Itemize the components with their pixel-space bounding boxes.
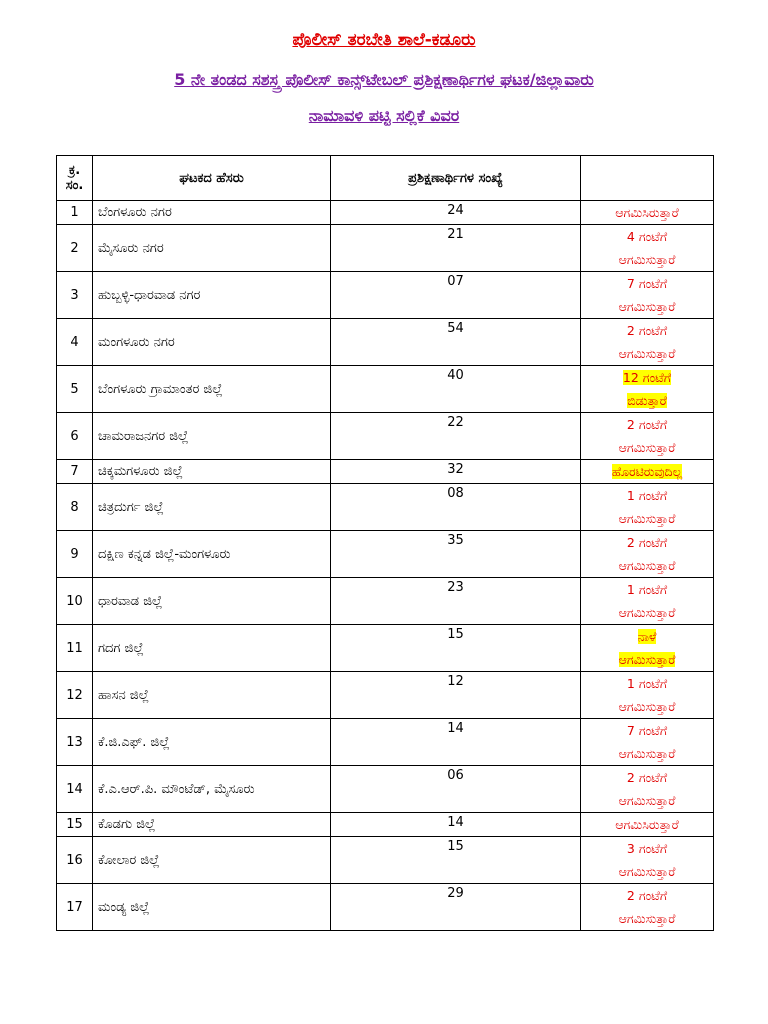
row-serial: 13	[57, 719, 93, 766]
status-text: 4 ಗಂಟೆಗೆ	[626, 229, 668, 244]
unit-list-table	[56, 155, 714, 931]
status-text: 1 ಗಂಟೆಗೆ	[626, 488, 668, 503]
status-text: 7 ಗಂಟೆಗೆ	[626, 723, 668, 738]
row-unit-name: ಚಿಕ್ಕಮಗಳೂರು ಜಿಲ್ಲೆ	[93, 460, 331, 484]
table-row	[57, 884, 714, 931]
document-subtitle-2: ನಾಮಾವಳಿ ಪಟ್ಟಿ ಸಲ್ಲಿಕೆ ವಿವರ	[308, 106, 460, 125]
status-line	[585, 484, 709, 507]
status-line	[585, 578, 709, 601]
row-serial: 9	[57, 531, 93, 578]
status-text: 2 ಗಂಟೆಗೆ	[626, 417, 668, 432]
status-text: ಹೊರಟಿರುವುದಿಲ್ಲ	[611, 464, 683, 479]
row-status	[581, 484, 714, 531]
row-trainee-count: 08	[331, 484, 581, 531]
row-unit-name: ಚಿತ್ರದುರ್ಗ ಜಿಲ್ಲೆ	[93, 484, 331, 531]
row-status	[581, 413, 714, 460]
status-text: 1 ಗಂಟೆಗೆ	[626, 582, 668, 597]
row-trainee-count: 24	[331, 201, 581, 225]
row-status	[581, 201, 714, 225]
status-line	[585, 789, 709, 812]
status-text: ನಾಳೆ	[637, 629, 657, 644]
status-text: ಆಗಮಿಸುತ್ತಾರೆ	[618, 605, 676, 620]
row-serial: 7	[57, 460, 93, 484]
row-status	[581, 766, 714, 813]
status-line	[585, 860, 709, 883]
table-row	[57, 766, 714, 813]
status-line	[585, 601, 709, 624]
table-row	[57, 413, 714, 460]
table-row	[57, 319, 714, 366]
status-text: ಆಗಮಿಸಿರುತ್ತಾರೆ	[615, 205, 679, 220]
status-text: ಆಗಮಿಸುತ್ತಾರೆ	[618, 793, 676, 808]
row-trainee-count: 21	[331, 225, 581, 272]
row-status	[581, 578, 714, 625]
status-line	[585, 554, 709, 577]
status-line	[585, 272, 709, 295]
status-line	[585, 672, 709, 695]
row-trainee-count: 07	[331, 272, 581, 319]
row-serial: 16	[57, 837, 93, 884]
row-unit-name: ಚಾಮರಾಜನಗರ ಜಿಲ್ಲೆ	[93, 413, 331, 460]
row-unit-name: ಕೆ.ಎ.ಆರ್.ಪಿ. ಮೌಂಟೆಡ್, ಮೈಸೂರು	[93, 766, 331, 813]
table-row	[57, 719, 714, 766]
status-text: 2 ಗಂಟೆಗೆ	[626, 888, 668, 903]
status-line	[585, 507, 709, 530]
row-trainee-count: 23	[331, 578, 581, 625]
header-serial: ಕ್ರ. ಸಂ.	[57, 156, 93, 201]
status-line	[585, 742, 709, 765]
row-status	[581, 366, 714, 413]
row-unit-name: ಮಂಗಳೂರು ನಗರ	[93, 319, 331, 366]
status-line	[585, 460, 709, 483]
status-text: 2 ಗಂಟೆಗೆ	[626, 323, 668, 338]
row-trainee-count: 35	[331, 531, 581, 578]
status-text: ಆಗಮಿಸುತ್ತಾರೆ	[618, 511, 676, 526]
row-status	[581, 884, 714, 931]
row-unit-name: ಕೊಡಗು ಜಿಲ್ಲೆ	[93, 813, 331, 837]
row-serial: 14	[57, 766, 93, 813]
status-line	[585, 907, 709, 930]
row-status	[581, 319, 714, 366]
status-text: 7 ಗಂಟೆಗೆ	[626, 276, 668, 291]
row-serial: 3	[57, 272, 93, 319]
status-line	[585, 225, 709, 248]
row-serial: 1	[57, 201, 93, 225]
status-line	[585, 531, 709, 554]
table-row	[57, 272, 714, 319]
status-text: 2 ಗಂಟೆಗೆ	[626, 770, 668, 785]
row-serial: 10	[57, 578, 93, 625]
status-text: ಆಗಮಿಸುತ್ತಾರೆ	[618, 440, 676, 455]
row-unit-name: ಮಂಡ್ಯ ಜಿಲ್ಲೆ	[93, 884, 331, 931]
row-unit-name: ಹಾಸನ ಜಿಲ್ಲೆ	[93, 672, 331, 719]
row-serial: 6	[57, 413, 93, 460]
row-trainee-count: 32	[331, 460, 581, 484]
table-row	[57, 813, 714, 837]
status-text: ಆಗಮಿಸುತ್ತಾರೆ	[618, 746, 676, 761]
table-row	[57, 672, 714, 719]
table-row	[57, 225, 714, 272]
status-text: 3 ಗಂಟೆಗೆ	[626, 841, 668, 856]
status-line	[585, 389, 709, 412]
row-serial: 8	[57, 484, 93, 531]
row-status	[581, 813, 714, 837]
status-line	[585, 413, 709, 436]
status-text: 1 ಗಂಟೆಗೆ	[626, 676, 668, 691]
row-unit-name: ಕೆ.ಜಿ.ಎಫ್. ಜಿಲ್ಲೆ	[93, 719, 331, 766]
status-line	[585, 248, 709, 271]
status-text: ಆಗಮಿಸುತ್ತಾರೆ	[618, 558, 676, 573]
status-line	[585, 695, 709, 718]
header-unit-name: ಘಟಕದ ಹೆಸರು	[93, 156, 331, 201]
table-row	[57, 484, 714, 531]
table-header-row	[57, 156, 714, 201]
row-serial: 15	[57, 813, 93, 837]
document-subtitle: 5 ನೇ ತಂಡದ ಸಶಸ್ತ್ರ ಪೊಲೀಸ್ ಕಾನ್ಸ್‌ಟೇಬಲ್ ಪ್ರಶಿಕ್ಷಣಾರ್ಥಿಗಳ ಘಟಕ/ಜಿಲ್ಲಾವಾರು	[174, 70, 594, 89]
row-unit-name: ಧಾರವಾಡ ಜಿಲ್ಲೆ	[93, 578, 331, 625]
row-trainee-count: 14	[331, 719, 581, 766]
row-serial: 2	[57, 225, 93, 272]
row-unit-name: ಕೋಲಾರ ಜಿಲ್ಲೆ	[93, 837, 331, 884]
table-row	[57, 201, 714, 225]
table-row	[57, 366, 714, 413]
table-row	[57, 531, 714, 578]
row-unit-name: ದಕ್ಷಿಣ ಕನ್ನಡ ಜಿಲ್ಲೆ-ಮಂಗಳೂರು	[93, 531, 331, 578]
row-status	[581, 531, 714, 578]
document-title: ಪೊಲೀಸ್ ತರಬೇತಿ ಶಾಲೆ-ಕಡೂರು	[292, 30, 476, 50]
status-line	[585, 436, 709, 459]
status-text: ಆಗಮಿಸುತ್ತಾರೆ	[618, 652, 676, 667]
row-serial: 5	[57, 366, 93, 413]
row-unit-name: ಹುಬ್ಬಳ್ಳಿ-ಧಾರವಾಡ ನಗರ	[93, 272, 331, 319]
row-serial: 12	[57, 672, 93, 719]
row-trainee-count: 14	[331, 813, 581, 837]
row-status	[581, 672, 714, 719]
row-trainee-count: 15	[331, 625, 581, 672]
row-status	[581, 625, 714, 672]
row-unit-name: ಬೆಂಗಳೂರು ಗ್ರಾಮಾಂತರ ಜಿಲ್ಲೆ	[93, 366, 331, 413]
table-row	[57, 837, 714, 884]
status-line	[585, 837, 709, 860]
status-line	[585, 201, 709, 224]
status-line	[585, 319, 709, 342]
status-line	[585, 884, 709, 907]
status-line	[585, 648, 709, 671]
row-unit-name: ಗದಗ ಜಿಲ್ಲೆ	[93, 625, 331, 672]
status-text: ಆಗಮಿಸುತ್ತಾರೆ	[618, 252, 676, 267]
row-serial: 11	[57, 625, 93, 672]
status-text: 2 ಗಂಟೆಗೆ	[626, 535, 668, 550]
status-line	[585, 766, 709, 789]
table-row	[57, 578, 714, 625]
row-trainee-count: 29	[331, 884, 581, 931]
row-trainee-count: 12	[331, 672, 581, 719]
row-status	[581, 225, 714, 272]
row-status	[581, 272, 714, 319]
row-trainee-count: 06	[331, 766, 581, 813]
status-text: ಆಗಮಿಸಿರುತ್ತಾರೆ	[615, 817, 679, 832]
status-line	[585, 366, 709, 389]
status-text: ಆಗಮಿಸುತ್ತಾರೆ	[618, 299, 676, 314]
row-trainee-count: 54	[331, 319, 581, 366]
row-status	[581, 837, 714, 884]
status-text: ಆಗಮಿಸುತ್ತಾರೆ	[618, 346, 676, 361]
row-trainee-count: 40	[331, 366, 581, 413]
status-text: ಆಗಮಿಸುತ್ತಾರೆ	[618, 864, 676, 879]
status-text: ಬಿಡುತ್ತಾರೆ	[627, 393, 667, 408]
header-status	[581, 156, 714, 201]
status-line	[585, 342, 709, 365]
table-row	[57, 625, 714, 672]
header-trainee-count: ಪ್ರಶಿಕ್ಷಣಾರ್ಥಿಗಳ ಸಂಖ್ಯೆ	[331, 156, 581, 201]
status-line	[585, 813, 709, 836]
status-line	[585, 295, 709, 318]
row-trainee-count: 15	[331, 837, 581, 884]
row-trainee-count: 22	[331, 413, 581, 460]
status-line	[585, 719, 709, 742]
row-unit-name: ಬೆಂಗಳೂರು ನಗರ	[93, 201, 331, 225]
table-row	[57, 460, 714, 484]
row-status	[581, 719, 714, 766]
status-text: ಆಗಮಿಸುತ್ತಾರೆ	[618, 699, 676, 714]
status-text: 12 ಗಂಟೆಗೆ	[622, 370, 672, 385]
status-line	[585, 625, 709, 648]
row-serial: 17	[57, 884, 93, 931]
row-unit-name: ಮೈಸೂರು ನಗರ	[93, 225, 331, 272]
status-text: ಆಗಮಿಸುತ್ತಾರೆ	[618, 911, 676, 926]
row-status	[581, 460, 714, 484]
row-serial: 4	[57, 319, 93, 366]
